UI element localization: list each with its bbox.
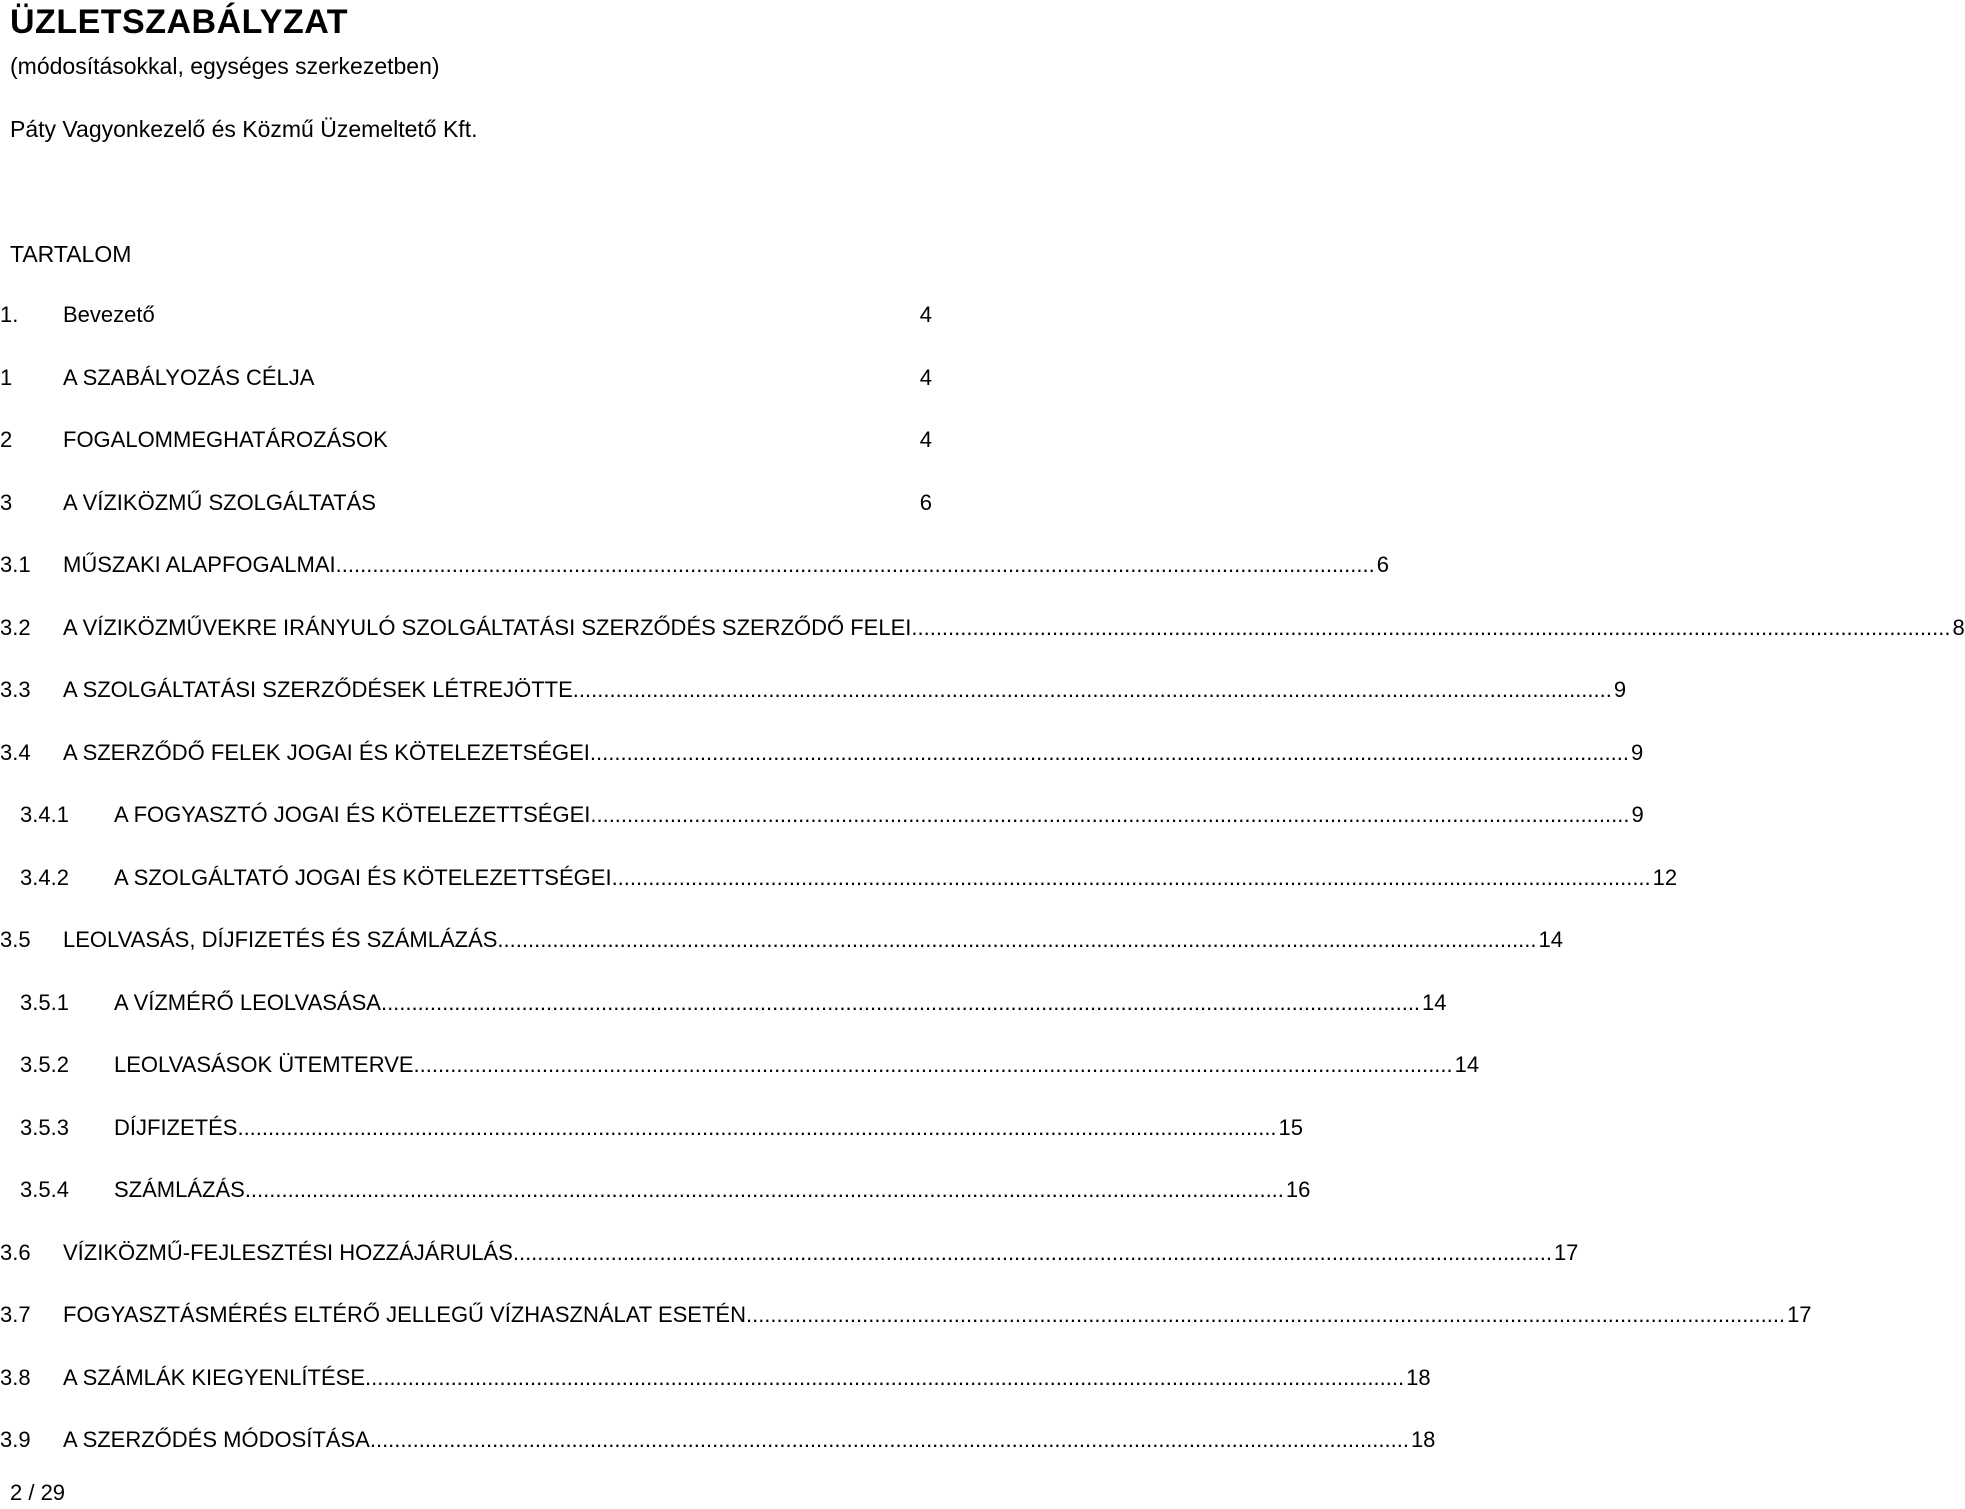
- toc-entry-page: 12: [1652, 865, 1678, 890]
- toc-entry-number: 3.5.1: [20, 990, 69, 1015]
- toc-entry[interactable]: [0, 613, 1965, 643]
- toc-entry-page: 18: [1406, 1365, 1431, 1390]
- toc-entry-label: A VÍZIKÖZMŰVEKRE IRÁNYULÓ SZOLGÁLTATÁSI SZERZŐDÉS SZERZŐDŐ FELEI: [63, 615, 912, 640]
- toc-entry-number: 3.4: [0, 740, 31, 765]
- dot-leader: ..........................................................................................................................................................................: [413, 1052, 1453, 1077]
- toc-entry-number: 3.1: [0, 552, 31, 577]
- toc-entry-page: 9: [1631, 740, 1644, 765]
- toc-entry-number: 3: [0, 490, 13, 515]
- toc-entry-page: 15: [1278, 1115, 1304, 1140]
- toc-entry-label: MŰSZAKI ALAPFOGALMAI: [63, 552, 336, 577]
- toc-entry-page: 6: [919, 490, 932, 515]
- toc-entry-page: 9: [1631, 802, 1644, 827]
- toc-entry[interactable]: [0, 488, 960, 518]
- toc-entry-page: 16: [1285, 1177, 1311, 1202]
- dot-leader: ..........................................................................................................................................................................: [911, 615, 1951, 640]
- toc-entry[interactable]: [0, 800, 1644, 830]
- toc-entry-label: A FOGYASZTÓ JOGAI ÉS KÖTELEZETTSÉGEI: [114, 802, 591, 827]
- toc-entry-number: 1: [0, 365, 13, 390]
- toc-entry-label: A SZOLGÁLTATÁSI SZERZŐDÉSEK LÉTREJÖTTE: [63, 677, 573, 702]
- toc-entry-page: 17: [1553, 1240, 1579, 1265]
- toc-entry-label: Bevezető: [63, 302, 155, 327]
- toc-entry[interactable]: [0, 1238, 1579, 1268]
- toc-entry[interactable]: [0, 363, 960, 393]
- dot-leader: ..........................................................................................................................................................................: [497, 927, 1537, 952]
- toc-entry-number: 1.: [0, 302, 19, 327]
- toc-entry[interactable]: [0, 1175, 1311, 1205]
- toc-entry-page: 8: [1952, 615, 1965, 640]
- toc-entry-number: 3.5.2: [20, 1052, 69, 1077]
- toc-entry-label: VÍZIKÖZMŰ-FEJLESZTÉSI HOZZÁJÁRULÁS: [63, 1240, 513, 1265]
- dot-leader: ..........................................................................................................................................................................: [589, 740, 1629, 765]
- dot-leader: ..........................................................................................................................................................................: [512, 1240, 1552, 1265]
- page-indicator: 2 / 29: [10, 1480, 66, 1505]
- toc-entry-label: A SZOLGÁLTATÓ JOGAI ÉS KÖTELEZETTSÉGEI: [114, 865, 612, 890]
- toc-entry-label: A VÍZIKÖZMŰ SZOLGÁLTATÁS: [63, 490, 376, 515]
- toc-entry-label: SZÁMLÁZÁS: [114, 1177, 245, 1202]
- dot-leader: ..........................................................................................................................................................................: [237, 1115, 1277, 1140]
- toc-entry[interactable]: [0, 738, 1644, 768]
- toc-entry-page: 18: [1410, 1427, 1436, 1452]
- toc-entry-number: 3.8: [0, 1365, 31, 1390]
- toc-entry[interactable]: [0, 988, 1447, 1018]
- document-title: ÜZLETSZABÁLYZAT: [10, 3, 349, 41]
- toc-entry-number: 3.4.1: [20, 802, 69, 827]
- dot-leader: ..........................................................................................................................................................................: [572, 677, 1612, 702]
- toc-entry-label: FOGALOMMEGHATÁROZÁSOK: [63, 427, 388, 452]
- toc-entry-number: 3.3: [0, 677, 31, 702]
- document-subtitle: (módosításokkal, egységes szerkezetben): [10, 53, 440, 79]
- toc-entry-page: 4: [919, 365, 932, 390]
- toc-heading: TARTALOM: [10, 241, 132, 267]
- toc-entry-label: A SZERZŐDŐ FELEK JOGAI ÉS KÖTELEZETSÉGEI: [63, 740, 590, 765]
- toc-entry[interactable]: [0, 1363, 1431, 1393]
- toc-entry-number: 3.6: [0, 1240, 31, 1265]
- dot-leader: ..........................................................................................................................................................................: [380, 990, 1421, 1015]
- toc-entry-number: 2: [0, 427, 13, 452]
- toc-entry-label: LEOLVASÁSOK ÜTEMTERVE: [114, 1052, 414, 1077]
- toc-entry-label: DÍJFIZETÉS: [114, 1115, 238, 1140]
- dot-leader: ..........................................................................................................................................................................: [365, 1365, 1405, 1390]
- toc-entry-number: 3.5.3: [20, 1115, 69, 1140]
- toc-entry-number: 3.5: [0, 927, 31, 952]
- toc-entry-number: 3.5.4: [20, 1177, 69, 1202]
- toc-entry[interactable]: [0, 1300, 1812, 1330]
- toc-entry-number: 3.9: [0, 1427, 31, 1452]
- company-name: Páty Vagyonkezelő és Közmű Üzemeltető Kft.: [10, 116, 478, 142]
- toc-entry-number: 3.4.2: [20, 865, 69, 890]
- dot-leader: ..........................................................................................................................................................................: [590, 802, 1630, 827]
- toc-entry-page: 9: [1613, 677, 1627, 702]
- toc-entry-label: LEOLVASÁS, DÍJFIZETÉS ÉS SZÁMLÁZÁS: [63, 927, 498, 952]
- toc-entry[interactable]: [0, 863, 1678, 893]
- toc-entry-label: A SZABÁLYOZÁS CÉLJA: [63, 365, 315, 390]
- toc-entry[interactable]: [0, 425, 960, 455]
- toc-entry-page: 4: [919, 427, 932, 452]
- toc-entry[interactable]: [0, 1425, 1436, 1455]
- toc-entry-label: A SZÁMLÁK KIEGYENLÍTÉSE: [63, 1365, 365, 1390]
- toc-entry-page: 14: [1422, 990, 1447, 1015]
- toc-entry-page: 17: [1787, 1302, 1812, 1327]
- toc-entry-number: 3.2: [0, 615, 31, 640]
- dot-leader: ..........................................................................................................................................................................: [611, 865, 1651, 890]
- toc-entry-number: 3.7: [0, 1302, 31, 1327]
- dot-leader: ..........................................................................................................................................................................: [244, 1177, 1284, 1202]
- dot-leader: ..........................................................................................................................................................................: [745, 1302, 1786, 1327]
- toc-entry-page: 14: [1454, 1052, 1480, 1077]
- toc-entry-label: FOGYASZTÁSMÉRÉS ELTÉRŐ JELLEGŰ VÍZHASZNÁLAT ESETÉN: [63, 1302, 746, 1327]
- toc-entry[interactable]: [0, 1113, 1304, 1143]
- toc-entry-page: 6: [1376, 552, 1389, 577]
- dot-leader: ..........................................................................................................................................................................: [369, 1427, 1409, 1452]
- toc-entry[interactable]: [0, 550, 1389, 580]
- dot-leader: ..........................................................................................................................................................................: [335, 552, 1375, 577]
- toc-entry[interactable]: [0, 675, 1627, 705]
- toc-entry-page: 14: [1538, 927, 1563, 952]
- toc-entry[interactable]: [0, 925, 1563, 955]
- toc-entry-page: 4: [919, 302, 932, 327]
- toc-entry[interactable]: [0, 300, 960, 330]
- toc-entry-label: A VÍZMÉRŐ LEOLVASÁSA: [114, 990, 381, 1015]
- toc-entry-label: A SZERZŐDÉS MÓDOSÍTÁSA: [63, 1427, 370, 1452]
- toc-entry[interactable]: [0, 1050, 1480, 1080]
